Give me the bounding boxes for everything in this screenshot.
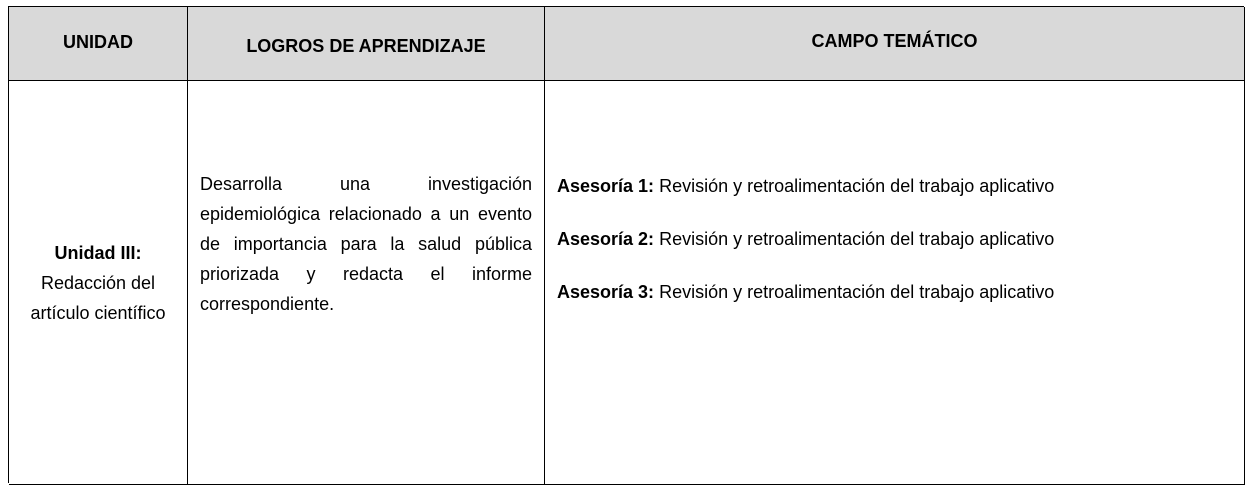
header-campo-label: CAMPO TEMÁTICO bbox=[811, 31, 978, 51]
header-unidad bbox=[9, 7, 188, 80]
asesoria-label: Asesoría 2: bbox=[557, 229, 655, 249]
asesoria-text: Revisión y retroalimentación del trabajo aplicativo bbox=[659, 229, 1055, 249]
asesoria-item bbox=[557, 281, 1232, 303]
header-logros bbox=[188, 7, 545, 80]
asesoria-label: Asesoría 1: bbox=[557, 176, 655, 196]
asesoria-item bbox=[557, 175, 1232, 197]
header-unidad-label: UNIDAD bbox=[63, 32, 133, 52]
header-campo bbox=[545, 7, 1245, 80]
logros-cell bbox=[188, 81, 545, 484]
header-logros-label: LOGROS DE APRENDIZAJE bbox=[246, 36, 486, 56]
asesoria-label: Asesoría 3: bbox=[557, 282, 655, 302]
unidad-title: Unidad III: bbox=[54, 242, 142, 263]
logros-text: Desarrolla una investigación epidemiológica relacionado a un evento de importancia para la salud pública priorizada y redacta el informe correspondiente. bbox=[200, 174, 532, 314]
table-header-row bbox=[9, 7, 1245, 81]
unidad-cell bbox=[9, 81, 188, 484]
table-row bbox=[9, 81, 1245, 485]
campo-cell bbox=[545, 81, 1245, 484]
syllabus-table bbox=[8, 6, 1244, 483]
unidad-name: Redacción del artículo científico bbox=[30, 272, 166, 323]
asesoria-text: Revisión y retroalimentación del trabajo aplicativo bbox=[659, 176, 1055, 196]
asesoria-text: Revisión y retroalimentación del trabajo aplicativo bbox=[659, 282, 1055, 302]
asesoria-item bbox=[557, 228, 1232, 250]
